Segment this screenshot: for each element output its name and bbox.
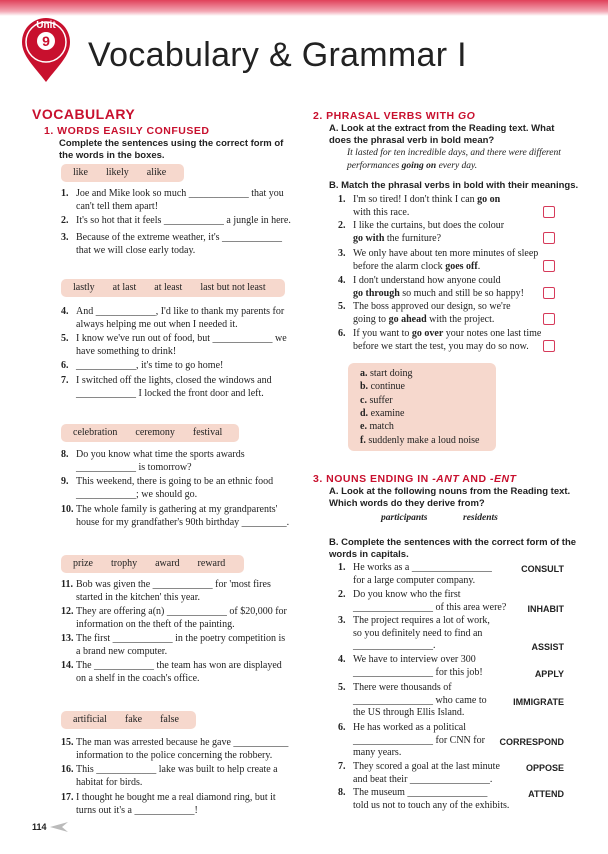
word-box-item: likely — [106, 167, 129, 178]
section-1-heading: 1. WORDS EASILY CONFUSED — [44, 125, 210, 137]
section-3-heading: 3. NOUNS ENDING IN -ANT AND -ENT — [313, 473, 517, 485]
vocabulary-heading: VOCABULARY — [32, 106, 136, 122]
word-in-capitals: ATTEND — [528, 789, 564, 799]
noun-item: 5. There were thousands of ________________ who came to the US through Ellis Island. — [338, 682, 487, 718]
answer-checkbox[interactable] — [543, 340, 555, 352]
top-banner — [0, 0, 608, 16]
noun-residents: residents — [463, 513, 498, 523]
answer-checkbox[interactable] — [543, 206, 555, 218]
exercise-item: 9. This weekend, there is going to be an ethnic food ____________; we should go. — [61, 476, 274, 500]
word-box-item: last but not least — [200, 282, 266, 293]
unit-number: 9 — [37, 32, 55, 50]
word-box-item: prize — [73, 558, 93, 569]
answer-checkbox[interactable] — [543, 232, 555, 244]
word-box-item: ceremony — [135, 427, 175, 438]
exercise-item: 2. It's so hot that it feels ____________ a jungle in here. — [61, 215, 291, 226]
word-box-item: at last — [112, 282, 137, 293]
word-box-item: lastly — [73, 282, 95, 293]
exercise-item: 11. Bob was given the ____________ for 'most fires started in the kitchen' this year. — [61, 579, 271, 603]
word-box-2 — [61, 279, 285, 297]
exercise-item: 4. And ____________, I'd like to thank my parents for always helping me out when I needed it. — [61, 306, 285, 330]
section-2a-instruction: A. Look at the extract from the Reading text. What does the phrasal verb in bold mean? — [329, 123, 555, 146]
word-box-item: festival — [192, 427, 223, 438]
phrasal-verb-item: 1. I'm so tired! I don't think I can go on with this race. — [338, 194, 501, 218]
word-box-4 — [61, 555, 244, 573]
meaning-item: f. suddenly make a loud noise — [360, 434, 480, 446]
word-in-capitals: INHABIT — [527, 603, 564, 614]
section-2b-instruction: B. Match the phrasal verbs in bold with their meanings. — [329, 180, 579, 191]
answer-checkbox[interactable] — [543, 313, 555, 325]
exercise-item: 8. Do you know what time the sports awards ____________ is tomorrow? — [61, 449, 245, 473]
reading-extract: It lasted for ten incredible days, and there were different performances going on every day. — [347, 148, 561, 171]
word-box-5 — [61, 711, 196, 729]
exercise-item: 7. I switched off the lights, closed the windows and ____________ I locked the front door and left. — [61, 375, 272, 399]
word-box-item: artificial — [73, 714, 107, 725]
section-2-heading: 2. PHRASAL VERBS WITH GO — [313, 110, 476, 122]
noun-item: 2. Do you know who the first ________________ of this area were? — [338, 589, 507, 613]
meaning-item: d. examine — [360, 407, 405, 419]
page-arrow-icon — [50, 822, 70, 832]
word-box-3 — [61, 424, 239, 442]
section-3b-instruction: B. Complete the sentences with the correct form of the words in capitals. — [329, 537, 577, 560]
exercise-item: 1. Joe and Mike look so much ____________ that you can't tell them apart! — [61, 188, 284, 212]
word-box-item: celebration — [73, 427, 118, 438]
phrasal-verb-item: 4. I don't understand how anyone could go through so much and still be so happy! — [338, 275, 524, 299]
meaning-item: e. match — [360, 421, 394, 433]
noun-item: 7. They scored a goal at the last minute and beat their ________________. — [338, 761, 500, 785]
word-in-capitals: OPPOSE — [525, 763, 564, 773]
word-box-item: like — [73, 167, 88, 178]
exercise-item: 15. The man was arrested because he gave ___________ information to the police concerning the robbery. — [61, 737, 289, 761]
noun-item: 8. The museum ________________ told us not to touch any of the exhibits. — [338, 787, 510, 811]
exercise-item: 10. The whole family is gathering at my grandparents' house for my grandfather's 90th birthday _________. — [61, 504, 290, 528]
meaning-item: a. start doing — [360, 368, 413, 379]
exercise-item: 17. I thought he bought me a real diamond ring, but it turns out it's a ____________! — [61, 792, 276, 816]
word-in-capitals: IMMIGRATE — [513, 696, 564, 707]
phrasal-verb-item: 6. If you want to go over your notes one last time before we start the test, you may do so now. — [338, 328, 542, 352]
exercise-item: 12. They are offering a(n) ____________ of $20,000 for information on the theft of the painting. — [61, 606, 287, 630]
noun-item: 1. He works as a ________________ for a large computer company. — [338, 562, 492, 586]
exercise-item: 14. The ____________ the team has won are displayed on a shelf in the coach's office. — [61, 660, 282, 684]
section-1-instruction: Complete the sentences using the correct form of the words in the boxes. — [59, 138, 284, 161]
word-box-item: fake — [124, 714, 143, 725]
noun-item: 4. We have to interview over 300 ________________ for this job! — [338, 654, 483, 678]
exercise-item: 3. Because of the extreme weather, it's ____________ that we will close early today. — [61, 232, 283, 256]
answer-checkbox[interactable] — [543, 287, 555, 299]
exercise-item: 16. This ____________ lake was built to help create a habitat for birds. — [61, 764, 278, 788]
word-in-capitals: CONSULT — [521, 564, 564, 574]
answer-checkbox[interactable] — [543, 260, 555, 272]
section-3a-instruction: A. Look at the following nouns from the Reading text. Which words do they derive from? — [329, 486, 571, 509]
word-box-1 — [61, 164, 184, 182]
word-box-item: trophy — [111, 558, 138, 569]
noun-participants: participants — [381, 513, 428, 523]
phrasal-verb-item: 2. I like the curtains, but does the colour go with the furniture? — [338, 220, 505, 244]
page-number: 114 — [32, 822, 47, 832]
word-in-capitals: CORRESPOND — [499, 736, 564, 747]
unit-label: Unit — [36, 20, 56, 31]
exercise-item: 5. I know we've run out of food, but ____________ we have something to drink! — [61, 333, 287, 357]
noun-item: 3. The project requires a lot of work, so you definitely need to find an ________________. — [338, 615, 490, 651]
exercise-item: 6. ____________, it's time to go home! — [61, 360, 224, 371]
exercise-item: 13. The first ____________ in the poetry competition is a brand new computer. — [61, 633, 286, 657]
phrasal-verb-item: 3. We only have about ten more minutes of sleep before the alarm clock goes off. — [338, 248, 539, 272]
noun-item: 6. He has worked as a political ________________ for CNN for many years. — [338, 722, 485, 758]
word-box-item: at least — [154, 282, 183, 293]
phrasal-verb-item: 5. The boss approved our design, so we're going to go ahead with the project. — [338, 301, 511, 325]
meaning-item: c. suffer — [360, 394, 393, 406]
page-title: Vocabulary & Grammar I — [88, 36, 467, 74]
word-box-item: false — [160, 714, 179, 725]
word-box-item: award — [155, 558, 180, 569]
meaning-item: b. continue — [360, 381, 405, 393]
word-box-item: alike — [146, 167, 167, 178]
word-box-item: reward — [197, 558, 226, 569]
word-in-capitals: APPLY — [534, 668, 564, 679]
word-in-capitals: ASSIST — [531, 642, 564, 652]
